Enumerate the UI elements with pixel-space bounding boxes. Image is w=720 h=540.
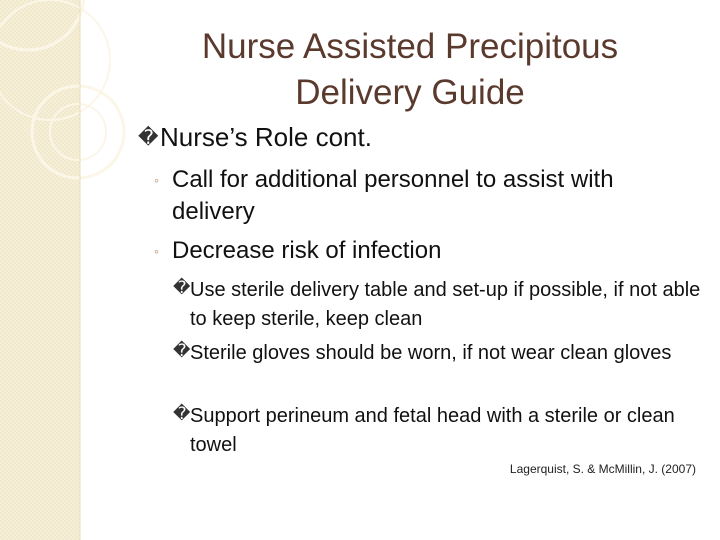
subitem-3: Support perineum and fetal head with a sterile or clean towel (190, 405, 675, 456)
subitem-bullet-icon: � (173, 404, 191, 423)
sub-bullet-icon: ◦ (154, 172, 159, 188)
bullet-item-1: Call for additional personnel to assist with delivery (172, 166, 614, 225)
heading-bullet-icon: � (138, 127, 159, 149)
subitem-1: Use sterile delivery table and set-up if possible, if not able to keep sterile, keep clean (190, 279, 701, 330)
subitem-bullet-icon: � (173, 341, 191, 360)
subitem-bullet-icon: � (173, 278, 191, 297)
subitem-2: Sterile gloves should be worn, if not wear clean gloves (190, 342, 672, 364)
decorative-sidebar (0, 0, 80, 540)
bullet-item-2: Decrease risk of infection (172, 237, 442, 264)
section-heading: Nurse’s Role cont. (160, 122, 372, 152)
slide-title: Nurse Assisted Precipitous Delivery Guide (201, 27, 619, 112)
sub-bullet-icon: ◦ (154, 243, 159, 259)
citation: Lagerquist, S. & McMillin, J. (2007) (509, 462, 696, 476)
